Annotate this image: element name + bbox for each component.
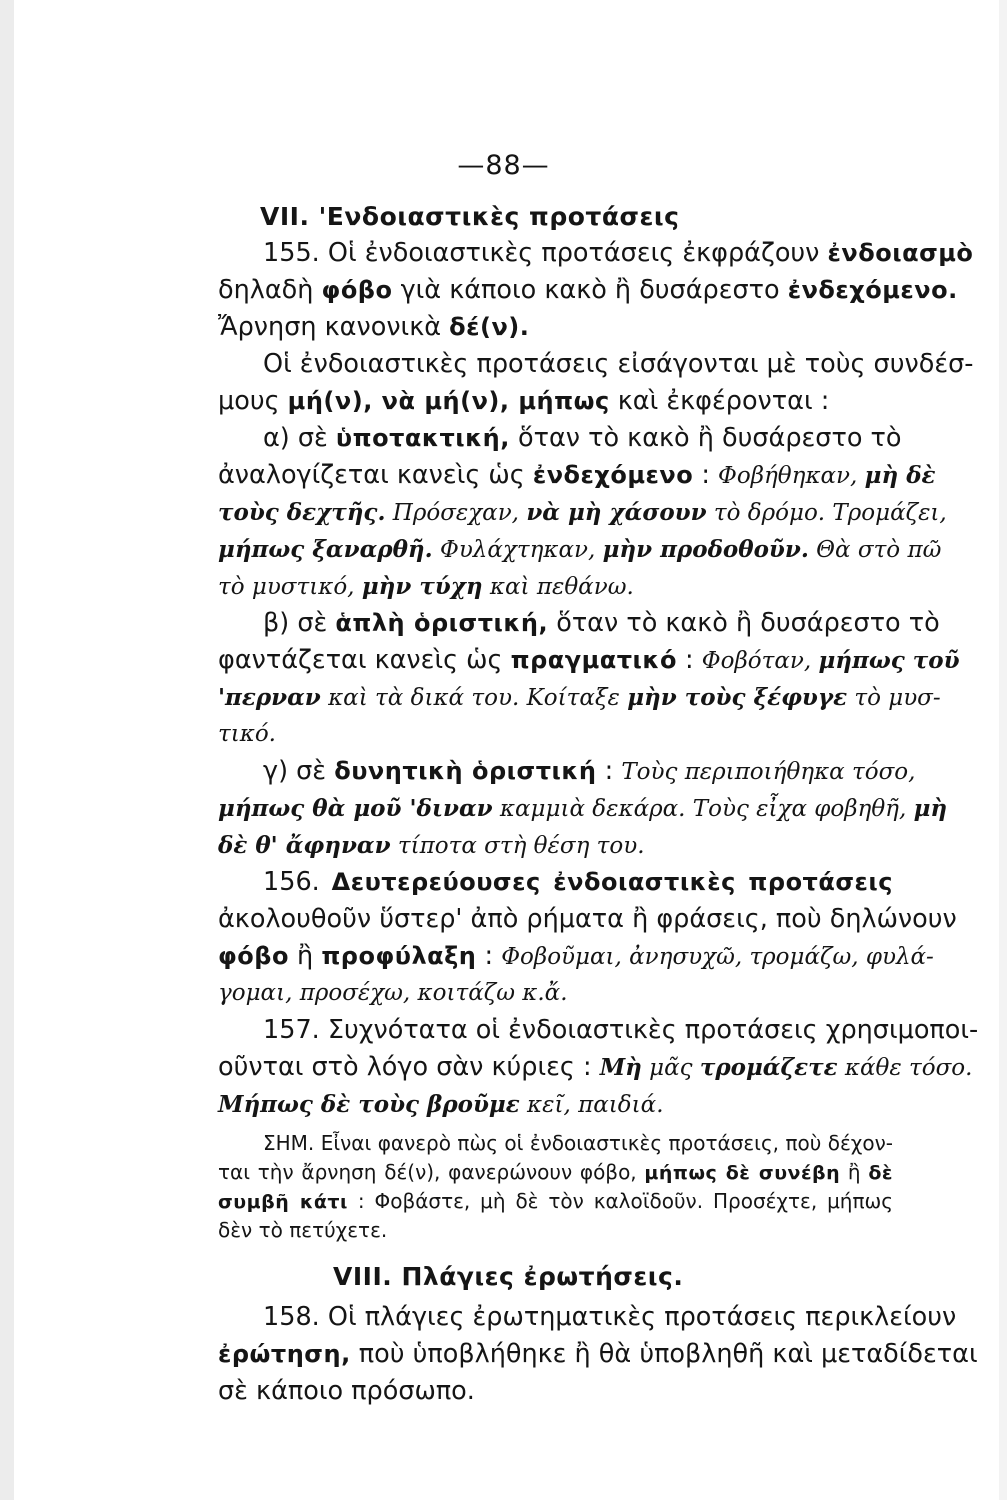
bold-term: φόβο — [321, 276, 393, 304]
bold-term: δὲ — [868, 1162, 893, 1184]
page-edge-left — [0, 0, 14, 1500]
text: 156. — [263, 867, 332, 897]
bold-term: ἐνδεχόμενο — [532, 461, 694, 489]
bold-term: φόβο — [218, 942, 289, 970]
paragraph-155-line — [218, 531, 942, 568]
example-emphasis: τρομάζετε — [699, 1054, 838, 1081]
example-emphasis: Μὴ — [599, 1054, 642, 1081]
text: ἀναλογίζεται κανεὶς ὡς — [218, 460, 533, 490]
text: μους — [218, 386, 288, 416]
text: οῦνται στὸ λόγο σὰν κύριες : — [218, 1052, 600, 1082]
note-line: ΣΗΜ. Εἶναι φανερὸ πὼς οἱ ἐνδοιαστικὲς προτάσεις, ποὺ δέχον- — [263, 1131, 893, 1155]
page-number: —88— — [457, 150, 550, 181]
example-emphasis: μὴ — [913, 795, 948, 822]
bold-term: πραγματικό — [510, 646, 677, 674]
example-emphasis: μήπως τοῦ — [818, 647, 960, 674]
note-block — [218, 1129, 893, 1245]
example-emphasis: μήπως θὰ μοῦ 'διναν — [218, 795, 493, 822]
bold-term: μήπως δὲ συνέβη — [644, 1162, 841, 1184]
paragraph-155-line — [218, 494, 947, 531]
paragraph-155-line: τικό. — [218, 721, 276, 747]
text: : Φοβάστε, μὴ δὲ τὸν καλοϊδοῦν. Προσέχτε, μήπως — [347, 1189, 893, 1213]
text: καὶ ἐκφέρονται : — [609, 386, 830, 416]
bold-term: δυνητικὴ ὁριστική — [334, 757, 597, 785]
paragraph-155-line — [218, 753, 916, 790]
example-emphasis: τοὺς βροῦμε — [358, 1091, 520, 1118]
text: Ἄρνηση κανονικὰ — [218, 312, 450, 342]
bold-term: δέ(ν). — [449, 313, 530, 341]
bold-term: Δευτερεύουσες ἐνδοιαστικὲς προτάσεις — [331, 868, 893, 896]
text: δηλαδὴ — [218, 275, 322, 305]
example-text: Τοὺς περιποιήθηκα τόσο, — [621, 759, 916, 785]
paragraph-156-line — [218, 864, 893, 901]
example-text: Φοβόταν, — [701, 648, 819, 674]
example-text: τίποτα στὴ θέση του. — [390, 833, 645, 859]
text: : — [676, 645, 702, 675]
paragraph-155-line — [218, 790, 948, 827]
paragraph-157-line — [218, 1049, 973, 1086]
paragraph-155-line — [218, 235, 974, 272]
note-line — [218, 1187, 893, 1216]
bold-term: μή(ν), νὰ μή(ν), μήπως — [287, 387, 610, 415]
example-emphasis: μὴν τοὺς ξέφυγε — [627, 684, 848, 711]
text: ται τὴν ἄρνηση δέ(ν), φανερώνουν φόβο, — [218, 1160, 645, 1184]
example-emphasis: μὴ δὲ — [864, 462, 936, 489]
text: ὅταν τὸ κακὸ ἢ δυσάρεστο τὸ — [548, 608, 940, 638]
text: : — [476, 941, 502, 971]
bold-term: συμβῆ κάτι — [218, 1191, 348, 1213]
page-body — [218, 198, 979, 1410]
paragraph-155-line: Οἱ ἐνδοιαστικὲς προτάσεις εἰσάγονται μὲ τοὺς συνδέσ- — [263, 349, 974, 379]
example-text: Φυλάχτηκαν, — [432, 537, 603, 563]
example-emphasis: νὰ μὴ χάσουν — [526, 499, 707, 526]
example-emphasis: δὲ θ' ἄφηναν — [218, 832, 391, 859]
paragraph-155-line — [218, 568, 893, 605]
paragraph-158-line — [218, 1336, 978, 1373]
example-emphasis: δὲ — [312, 1091, 359, 1118]
bold-term: ἐνδεχόμενο. — [787, 276, 958, 304]
bold-term: ἐρώτηση, — [218, 1340, 351, 1368]
example-text: μᾶς — [641, 1055, 700, 1081]
example-emphasis: μὴν προδοθοῦν. — [602, 536, 809, 563]
example-text: Θὰ στὸ πῶ — [808, 537, 942, 563]
paragraph-155-line — [218, 827, 893, 864]
example-emphasis: τοὺς δεχτῆς. — [218, 499, 386, 526]
paragraph-155-line — [218, 642, 960, 679]
paragraph-156-line — [218, 938, 934, 975]
paragraph-156-line: γομαι, προσέχω, κοιτάζω κ.ἄ. — [218, 980, 568, 1006]
paragraph-155-line — [218, 457, 936, 494]
example-text: κάθε τόσο. — [837, 1055, 973, 1081]
bold-term: ἐνδοιασμὸ — [827, 239, 974, 267]
paragraph-155-line — [218, 383, 893, 420]
text: : — [596, 756, 622, 786]
paragraph-155-line — [218, 679, 941, 716]
paragraph-157-line: 157. Συχνότατα οἱ ἐνδοιαστικὲς προτάσεις χρησιμοποι- — [263, 1015, 979, 1045]
example-text: καὶ τὰ δικά του. Κοίταξε — [320, 685, 628, 711]
example-text: καὶ πεθάνω. — [482, 574, 634, 600]
text: ἢ — [288, 941, 322, 971]
example-emphasis: μήπως ξαναρθῆ. — [218, 536, 433, 563]
paragraph-155-line — [218, 605, 940, 642]
bold-term: ὑποτακτική, — [335, 424, 510, 452]
text: ποὺ ὑποβλήθηκε ἢ θὰ ὑποβληθῆ καὶ μεταδίδεται — [350, 1339, 978, 1369]
bold-term: προφύλαξη — [321, 942, 477, 970]
text: γ) σὲ — [263, 756, 335, 786]
example-text: τὸ μυσ- — [847, 685, 941, 711]
text: : — [693, 460, 719, 490]
note-line: δὲν τὸ πετύχετε. — [218, 1218, 388, 1242]
text: 155. Οἱ ἐνδοιαστικὲς προτάσεις ἐκφράζουν — [263, 238, 828, 268]
example-emphasis: Μήπως — [218, 1091, 313, 1118]
example-emphasis: 'περναν — [218, 684, 321, 711]
text: β) σὲ — [263, 608, 336, 638]
page-edge-right — [999, 0, 1007, 1500]
paragraph-156-line: ἀκολουθοῦν ὕστερ' ἀπὸ ρήματα ἢ φράσεις, ποὺ δηλώνουν — [218, 904, 957, 934]
example-text: καμμιὰ δεκάρα. Τοὺς εἶχα φοβηθῆ, — [492, 796, 914, 822]
example-text: Φοβήθηκαν, — [718, 463, 865, 489]
paragraph-155-line — [218, 272, 958, 309]
example-text: τὸ δρόμο. Τρομάζει, — [706, 500, 947, 526]
paragraph-157-line — [218, 1086, 893, 1123]
example-emphasis: μὴν τύχη — [361, 573, 483, 600]
section-heading-viii: VIII. Πλάγιες ἐρωτήσεις. — [333, 1262, 684, 1291]
text: ἢ — [840, 1160, 869, 1184]
paragraph-158-line: σὲ κάποιο πρόσωπο. — [218, 1376, 475, 1406]
section-heading-vii: VII. 'Ενδοιαστικὲς προτάσεις — [260, 202, 680, 231]
note-line — [218, 1158, 893, 1187]
paragraph-158-line: 158. Οἱ πλάγιες ἐρωτηματικὲς προτάσεις περικλείουν — [263, 1302, 957, 1332]
paragraph-155-line — [218, 309, 893, 346]
text: γιὰ κάποιο κακὸ ἢ δυσάρεστο — [392, 275, 788, 305]
bold-term: ἁπλὴ ὁριστική, — [335, 609, 549, 637]
example-text: Φοβοῦμαι, ἀνησυχῶ, τρομάζω, φυλά- — [501, 944, 934, 970]
example-text: κεῖ, παιδιά. — [519, 1092, 664, 1118]
paragraph-155-line — [218, 420, 902, 457]
example-text: τὸ μυστικό, — [218, 574, 362, 600]
example-text: Πρόσεχαν, — [385, 500, 527, 526]
text: φαντάζεται κανεὶς ὡς — [218, 645, 511, 675]
text: ὅταν τὸ κακὸ ἢ δυσάρεστο τὸ — [509, 423, 902, 453]
text: α) σὲ — [263, 423, 336, 453]
